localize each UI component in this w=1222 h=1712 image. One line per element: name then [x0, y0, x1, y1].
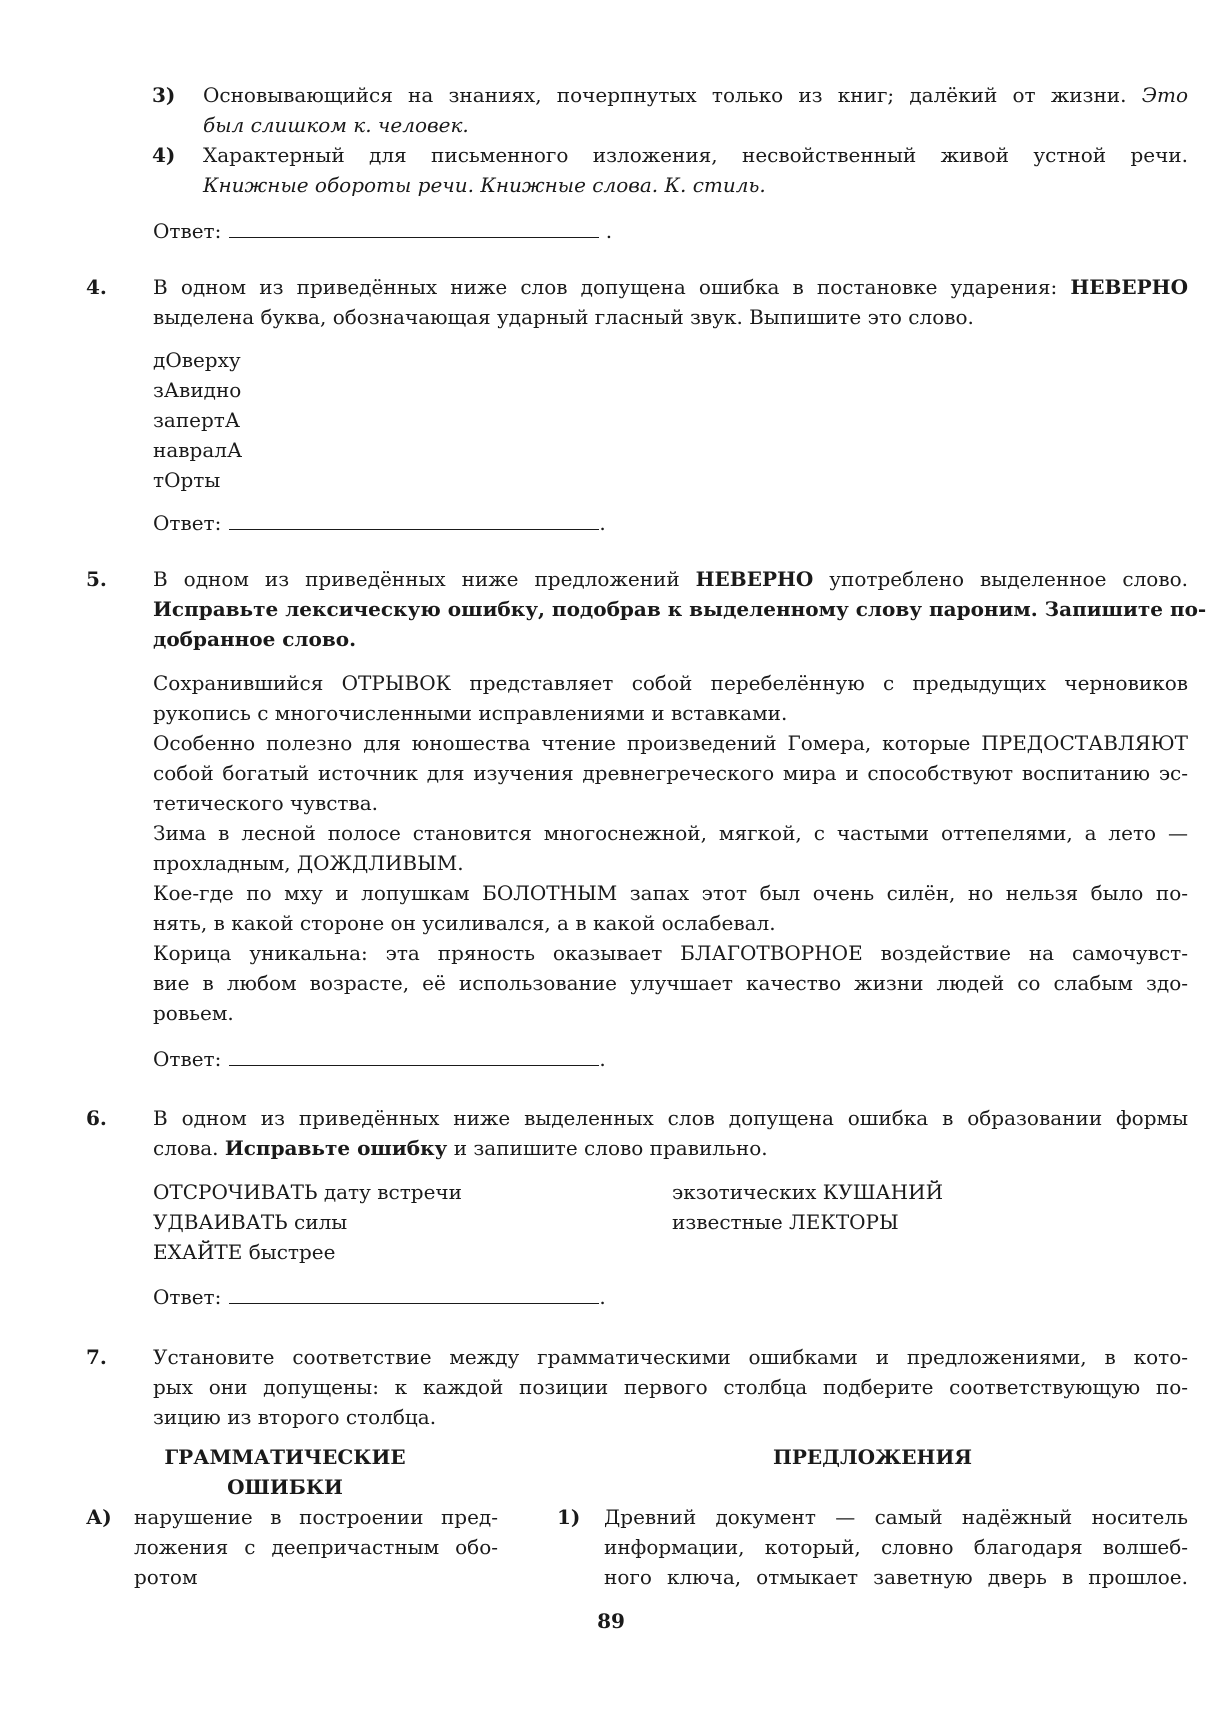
option-a-line: ложения с деепричастным обо-: [134, 1535, 498, 1559]
sentence-line: Сохранившийся ОТРЫВОК представляет собой перебелённую с предыдущих черновиков: [153, 671, 1188, 695]
question-6-line-1: В одном из приведённых ниже выделенных слов допущена ошибка в образовании формы: [153, 1106, 1188, 1130]
word-form-option: экзотических КУШАНИЙ: [672, 1180, 944, 1204]
item-3-line-1: Основывающийся на знаниях, почерпнутых только из книг; далёкий от жизни. Это: [203, 83, 1189, 107]
word-form-option: УДВАИВАТЬ силы: [153, 1210, 348, 1234]
question-5-number: 5.: [86, 567, 107, 591]
sentence-line: ровьем.: [153, 1001, 234, 1025]
word-option: навралА: [153, 438, 243, 462]
word-option: тОрты: [153, 468, 221, 492]
question-7-line-2: рых они допущены: к каждой позиции первого столбца подберите соответствующую по-: [153, 1375, 1188, 1399]
sentence-line: рукопись с многочисленными исправлениями и вставками.: [153, 701, 788, 725]
page-number: 89: [597, 1609, 625, 1633]
word-form-option: ОТСРОЧИВАТЬ дату встречи: [153, 1180, 462, 1204]
sentence-1-line: информации, который, словно благодаря волшеб-: [604, 1535, 1188, 1559]
word-option: дОверху: [153, 348, 241, 372]
question-4-line-2: выделена буква, обозначающая ударный гласный звук. Выпишите это слово.: [153, 305, 974, 329]
word-option: запертА: [153, 408, 241, 432]
sentence-line: собой богатый источник для изучения древнегреческого мира и способствуют воспитанию эс-: [153, 761, 1188, 785]
question-5-line-2: Исправьте лексическую ошибку, подобрав к выделенному слову пароним. Запишите по-: [153, 597, 1207, 621]
question-5-line-1: В одном из приведённых ниже предложений НЕВЕРНО употреблено выделенное слово.: [153, 567, 1188, 591]
sentence-line: Корица уникальна: эта пряность оказывает БЛАГОТВОРНОЕ воздействие на самочувст-: [153, 941, 1188, 965]
question-7-line-3: зицию из второго столбца.: [153, 1405, 437, 1429]
sentence-line: прохладным, ДОЖДЛИВЫМ.: [153, 851, 464, 875]
sentence-line: вие в любом возрасте, её использование улучшает качество жизни людей со слабым здо-: [153, 971, 1188, 995]
question-4-number: 4.: [86, 275, 107, 299]
word-form-option: ЕХАЙТЕ быстрее: [153, 1240, 336, 1264]
option-a-label: А): [86, 1505, 112, 1529]
sentence-1-label: 1): [557, 1505, 581, 1529]
question-7-number: 7.: [86, 1345, 107, 1369]
item-3-number: 3): [152, 83, 176, 107]
question-5-line-3: добранное слово.: [153, 627, 357, 651]
item-4-line-1: Характерный для письменного изложения, несвойственный живой устной речи.: [203, 143, 1188, 167]
answer-line-top[interactable]: Ответ: .: [153, 219, 613, 243]
sentence-1-line: ного ключа, отмыкает заветную дверь в прошлое.: [604, 1565, 1188, 1589]
sentence-line: Кое-где по мху и лопушкам БОЛОТНЫМ запах этот был очень силён, но нельзя было по-: [153, 881, 1188, 905]
sentence-line: Зима в лесной полосе становится многоснежной, мягкой, с частыми оттепелями, а лето —: [153, 821, 1188, 845]
item-4-number: 4): [152, 143, 176, 167]
answer-line-q5[interactable]: Ответ: .: [153, 1047, 606, 1071]
column-heading-errors: ГРАММАТИЧЕСКИЕ ОШИБКИ: [164, 1445, 406, 1499]
question-6-line-2: слова. Исправьте ошибку и запишите слово правильно.: [153, 1136, 768, 1160]
sentence-line: Особенно полезно для юношества чтение произведений Гомера, которые ПРЕДОСТАВЛЯЮТ: [153, 731, 1188, 755]
option-a-line: ротом: [134, 1565, 198, 1589]
question-4-line-1: В одном из приведённых ниже слов допущена ошибка в постановке ударения: НЕВЕРНО: [153, 275, 1188, 299]
item-3-example: был слишком к. человек.: [203, 113, 469, 137]
word-form-option: известные ЛЕКТОРЫ: [672, 1210, 899, 1234]
sentence-1-line: Древний документ — самый надёжный носитель: [604, 1505, 1188, 1529]
column-heading-sentences: ПРЕДЛОЖЕНИЯ: [773, 1445, 972, 1469]
sentence-line: нять, в какой стороне он усиливался, а в какой ослабевал.: [153, 911, 776, 935]
answer-line-q6[interactable]: Ответ: .: [153, 1285, 606, 1309]
sentence-line: тетического чувства.: [153, 791, 379, 815]
question-6-number: 6.: [86, 1106, 107, 1130]
option-a-line: нарушение в построении пред-: [134, 1505, 498, 1529]
item-4-example: Книжные обороты речи. Книжные слова. К. стиль.: [203, 173, 766, 197]
question-7-line-1: Установите соответствие между грамматическими ошибками и предложениями, в кото-: [153, 1345, 1188, 1369]
answer-line-q4[interactable]: Ответ: .: [153, 511, 606, 535]
word-option: зАвидно: [153, 378, 242, 402]
